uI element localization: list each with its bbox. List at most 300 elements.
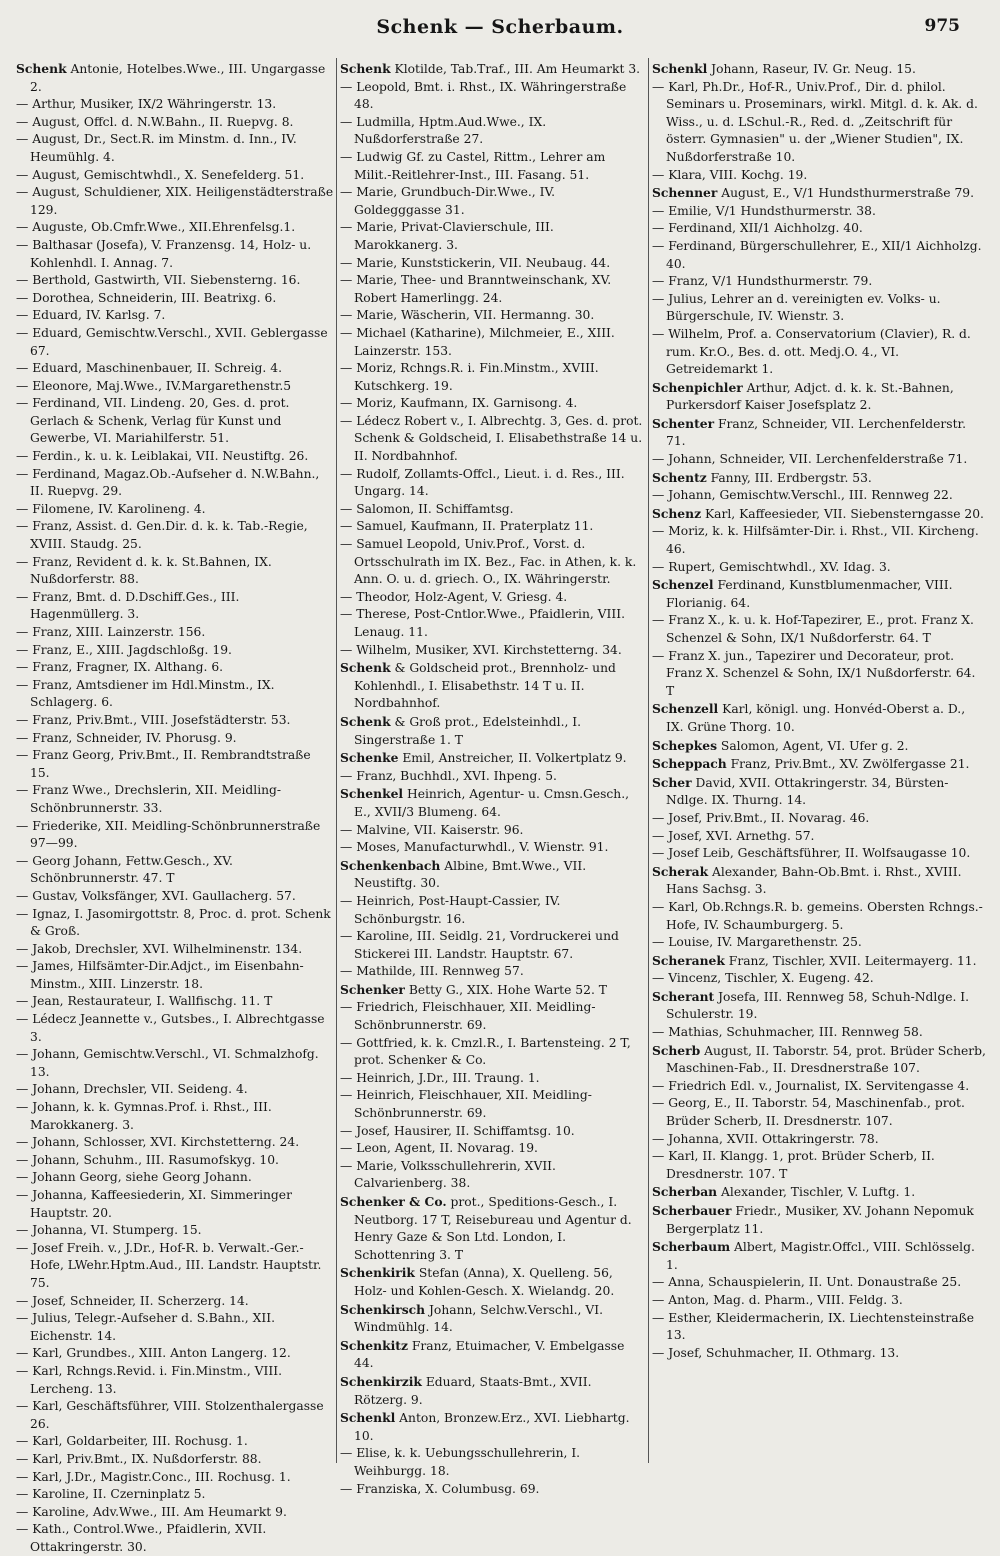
entry-text: — Josef Freih. v., J.Dr., Hof-R. b. Verwalt.-Ger.-Hofe, LWehr.Hptm.Aud., III. Landstr. Hauptstr. 75. (16, 1240, 322, 1290)
entry-surname: Schenke (340, 750, 399, 766)
column-3 (652, 60, 986, 1465)
entry-text: — Johann, Schneider, VII. Lerchenfelderstraße 71. (652, 452, 968, 467)
entry-text: — Karl, II. Klangg. 1, prot. Brüder Scherb, II. Dresdnerstr. 107. T (652, 1149, 935, 1181)
directory-entry (16, 730, 334, 748)
directory-entry (16, 518, 334, 553)
directory-entry (340, 325, 644, 360)
directory-entry (652, 970, 986, 988)
entry-text: — Ferdin., k. u. k. Leiblakai, VII. Neustiftg. 26. (16, 449, 309, 464)
entry-text: — Emilie, V/1 Hundsthurmerstr. 38. (652, 203, 876, 218)
directory-entry (340, 1301, 644, 1337)
entry-text: — Ferdinand, Bürgerschullehrer, E., XII/1 Aichholzg. 40. (652, 238, 982, 271)
entry-text: — Leon, Agent, II. Novarag. 19. (340, 1141, 538, 1156)
entry-text: Fanny, III. Erdbergstr. 53. (706, 470, 872, 485)
directory-entry (340, 255, 644, 273)
directory-entry (340, 1140, 644, 1158)
entry-text: Franz, Tischler, XVII. Leitermayerg. 11. (724, 953, 977, 968)
entry-text: — Josef, Schuhmacher, II. Othmarg. 13. (652, 1345, 900, 1360)
directory-entry (340, 501, 644, 519)
entry-text: — Johann Georg, siehe Georg Johann. (16, 1170, 252, 1185)
entry-surname: Schenzel (652, 577, 714, 593)
entry-text: — Franz, Fragner, IX. Althang. 6. (16, 660, 224, 675)
entry-surname: Schenpichler (652, 379, 743, 395)
directory-entry (652, 167, 986, 185)
directory-entry (340, 928, 644, 963)
entry-text: — Louise, IV. Margarethenstr. 25. (652, 935, 862, 950)
directory-entry (652, 379, 986, 415)
directory-entry (16, 712, 334, 730)
entry-text: — Franz, E., XIII. Jagdschloßg. 19. (16, 642, 232, 657)
entry-text: — Samuel, Kaufmann, II. Praterplatz 11. (340, 519, 594, 534)
directory-entry (16, 906, 334, 941)
entry-surname: Schenker & Co. (340, 1194, 447, 1209)
directory-entry (340, 536, 644, 589)
entry-text: — Moriz, k. k. Hilfsämter-Dir. i. Rhst., VII. Kircheng. 46. (652, 524, 979, 557)
entry-text: — Friederike, XII. Meidling-Schönbrunnerstraße 97—99. (16, 818, 321, 851)
directory-entry (16, 958, 334, 993)
entry-text: Franz, Priv.Bmt., XV. Zwölfergasse 21. (726, 757, 970, 772)
entry-text: — Jakob, Drechsler, XVI. Wilhelminenstr. 134. (16, 941, 303, 956)
directory-entry (652, 1183, 986, 1202)
entry-text: Alexander, Bahn-Ob.Bmt. i. Rhst., XVIII. Hans Sachsg. 3. (666, 864, 962, 897)
entry-text: — Josef, Priv.Bmt., II. Novarag. 46. (652, 810, 870, 825)
directory-entry (340, 307, 644, 325)
entry-text: — Josef Leib, Geschäftsführer, II. Wolfsaugasse 10. (652, 846, 971, 861)
entry-text: — Johanna, Kaffeesiederin, XI. Simmeringer Hauptstr. 20. (16, 1188, 292, 1220)
directory-entry (340, 785, 644, 821)
entry-text: — Franz, Amtsdiener im Hdl.Minstm., IX. Schlagerg. 6. (16, 677, 275, 710)
directory-entry (652, 845, 986, 863)
entry-text: — Rupert, Gemischtwhdl., XV. Idag. 3. (652, 559, 891, 574)
directory-entry (16, 184, 334, 219)
entry-text: — Marie, Wäscherin, VII. Hermanng. 30. (340, 308, 595, 323)
directory-entry (16, 1046, 334, 1081)
entry-text: — Johann, Gemischtw.Verschl., VI. Schmalzhofg. 13. (16, 1047, 319, 1079)
directory-entry (652, 700, 986, 736)
entry-text: — Johann, Gemischtw.Verschl., III. Rennweg 22. (652, 488, 953, 503)
directory-entry (340, 713, 644, 749)
entry-text: — Ferdinand, Magaz.Ob.-Aufseher d. N.W.Bahn., II. Ruepvg. 29. (16, 466, 320, 499)
directory-entry (652, 415, 986, 451)
entry-text: Josefa, III. Rennweg 58, Schuh-Ndlge. I. Schulerstr. 19. (666, 989, 970, 1022)
directory-entry (652, 648, 986, 701)
page-header (0, 8, 1000, 42)
column-divider (648, 58, 649, 1463)
directory-entry (16, 167, 334, 185)
entry-text: — Franz, Schneider, IV. Phorusg. 9. (16, 730, 237, 745)
directory-entry (16, 677, 334, 712)
entry-surname: Scher (652, 774, 692, 790)
entry-surname: Scherant (652, 988, 715, 1004)
directory-entry (340, 1264, 644, 1300)
directory-entry (340, 642, 644, 660)
directory-entry (340, 1481, 644, 1499)
column-2 (340, 60, 644, 1496)
directory-entry (16, 589, 334, 624)
entry-surname: Scheranek (652, 952, 725, 968)
entry-text: — Rudolf, Zollamts-Offcl., Lieut. i. d. Res., III. Ungarg. 14. (340, 466, 625, 499)
entry-text: — Georg, E., II. Taborstr. 54, Maschinenfab., prot. Brüder Scherb, II. Dresdnerstr. 107. (652, 1096, 965, 1129)
entry-text: — Franz, Buchhdl., XVI. Ihpeng. 5. (340, 768, 557, 783)
entry-surname: Schenkenbach (340, 857, 441, 873)
directory-entry (16, 360, 334, 378)
directory-entry (16, 888, 334, 906)
entry-text: — Wilhelm, Prof. a. Conservatorium (Clavier), R. d. rum. Kr.O., Bes. d. ott. Medj.O. 4., VI. Getreidemarkt 1. (652, 326, 971, 377)
entry-surname: Schenk (340, 713, 391, 729)
entry-text: — Franz Wwe., Drechslerin, XII. Meidling-Schönbrunnerstr. 33. (16, 783, 282, 815)
directory-entry (16, 378, 334, 396)
directory-entry (652, 487, 986, 505)
entry-text: — Eduard, Maschinenbauer, II. Schreig. 4. (16, 361, 282, 376)
directory-entry (340, 395, 644, 413)
entry-text: — Anton, Mag. d. Pharm., VIII. Feldg. 3. (652, 1292, 903, 1307)
entry-text: — Franz, Assist. d. Gen.Dir. d. k. k. Tab.-Regie, XVIII. Staudg. 25. (16, 519, 308, 552)
directory-entry (16, 747, 334, 782)
directory-entry (652, 810, 986, 828)
entry-text: — August, Gemischtwhdl., X. Senefelderg. 51. (16, 167, 305, 182)
entry-text: — Salomon, II. Schiffamtsg. (340, 501, 514, 516)
entry-text: Antonie, Hotelbes.Wwe., III. Ungargasse 2. (30, 62, 326, 94)
entry-text: — August, Offcl. d. N.W.Bahn., II. Ruepvg. 8. (16, 114, 294, 129)
directory-entry (16, 272, 334, 290)
directory-entry (16, 782, 334, 817)
entry-text: — Franz, XIII. Lainzerstr. 156. (16, 625, 206, 639)
directory-entry (16, 1293, 334, 1311)
entry-text: David, XVII. Ottakringerstr. 34, Bürsten-Ndlge. IX. Thurng. 14. (666, 775, 949, 808)
entry-text: — Eduard, Gemischtw.Verschl., XVII. Geblergasse 67. (16, 325, 328, 358)
directory-entry (652, 79, 986, 167)
entry-text: — Karl, Rchngs.Revid. i. Fin.Minstm., VIII. Lercheng. 13. (16, 1363, 283, 1396)
entry-text: — August, Dr., Sect.R. im Minstm. d. Inn., IV. Heumühlg. 4. (16, 132, 297, 164)
entry-text: — Arthur, Musiker, IX/2 Währingerstr. 13. (16, 97, 277, 112)
directory-entry (652, 755, 986, 774)
entry-text: — Moriz, Rchngs.R. i. Fin.Minstm., XVIII. Kutschkerg. 19. (340, 361, 599, 393)
entry-text: — Franz, Revident d. k. k. St.Bahnen, IX. Nußdorferstr. 88. (16, 554, 272, 587)
entry-text: — Mathilde, III. Rennweg 57. (340, 964, 524, 979)
entry-text: — Josef, XVI. Arnethg. 57. (652, 828, 815, 843)
directory-entry (16, 290, 334, 308)
directory-entry (340, 1409, 644, 1445)
entry-text: — Karl, J.Dr., Magistr.Conc., III. Rochusg. 1. (16, 1469, 291, 1484)
entry-text: — Kath., Control.Wwe., Pfaidlerin, XVII. Ottakringerstr. 30. (16, 1522, 267, 1554)
entry-text: — Karl, Goldarbeiter, III. Rochusg. 1. (16, 1434, 248, 1449)
directory-entry (16, 307, 334, 325)
entry-surname: Schenk (340, 61, 391, 76)
directory-entry (652, 1292, 986, 1310)
entry-surname: Scherban (652, 1184, 718, 1200)
directory-entry (340, 518, 644, 536)
entry-surname: Schenkirik (340, 1265, 415, 1281)
entry-text: — Mathias, Schuhmacher, III. Rennweg 58. (652, 1025, 923, 1040)
directory-entry (340, 1035, 644, 1070)
directory-entry (16, 941, 334, 959)
entry-text: — Berthold, Gastwirth, VII. Siebensterng. 16. (16, 273, 301, 288)
directory-entry (652, 1095, 986, 1130)
entry-surname: Scherbauer (652, 1203, 732, 1218)
entry-text: — Leopold, Bmt. i. Rhst., IX. Währingerstraße 48. (340, 79, 627, 112)
directory-entry (652, 505, 986, 524)
directory-entry (16, 448, 334, 466)
directory-entry (340, 963, 644, 981)
entry-surname: Schentz (652, 469, 707, 485)
directory-entry (340, 1087, 644, 1122)
entry-surname: Schenkitz (340, 1337, 408, 1353)
entry-text: Heinrich, Agentur- u. Cmsn.Gesch., E., XVII/3 Blumeng. 64. (354, 787, 630, 819)
entry-text: — Ludwig Gf. zu Castel, Rittm., Lehrer am Milit.-Reitlehrer-Inst., III. Fasang. 51. (340, 149, 606, 182)
entry-text: — Therese, Post-Cntlor.Wwe., Pfaidlerin, VIII. Lenaug. 11. (340, 607, 626, 639)
directory-entry (16, 96, 334, 114)
entry-text: — Franz, Bmt. d. D.Dschiff.Ges., III. Hagenmüllerg. 3. (16, 589, 240, 622)
entry-text: — Gustav, Volksfänger, XVI. Gaullacherg. 57. (16, 888, 296, 903)
entry-surname: Schenk (340, 660, 391, 676)
directory-entry (16, 1134, 334, 1152)
entry-text: Albine, Bmt.Wwe., VII. Neustiftg. 30. (354, 858, 587, 891)
entry-text: — Eleonore, Maj.Wwe., IV.Margarethenstr.5 (16, 378, 292, 393)
entry-text: Klotilde, Tab.Traf., III. Am Heumarkt 3. (390, 62, 641, 76)
directory-entry (652, 1310, 986, 1345)
directory-entry (652, 184, 986, 203)
entry-text: Karl, königl. ung. Honvéd-Oberst a. D., IX. Grüne Thorg. 10. (666, 702, 966, 734)
directory-entry (16, 659, 334, 677)
entry-text: — Gottfried, k. k. Cmzl.R., I. Bartensteing. 2 T, prot. Schenker & Co. (340, 1035, 631, 1068)
directory-entry (16, 1486, 334, 1504)
directory-entry (652, 273, 986, 291)
entry-surname: Schenkel (340, 786, 404, 802)
directory-entry (652, 612, 986, 647)
entry-text: — Wilhelm, Musiker, XVI. Kirchstetterng. 34. (340, 642, 622, 657)
entry-surname: Scherbaum (652, 1239, 731, 1255)
entry-surname: Schenkirzik (340, 1373, 422, 1389)
entry-text: Stefan (Anna), X. Quelleng. 56, Holz- und Kohlen-Gesch. X. Wielandg. 20. (354, 1266, 615, 1298)
directory-entry (652, 291, 986, 326)
directory-entry (16, 1169, 334, 1187)
directory-entry (652, 934, 986, 952)
entry-surname: Scherak (652, 863, 709, 879)
entry-text: & Groß prot., Edelsteinhdl., I. Singerstraße 1. T (354, 714, 582, 747)
entry-text: Betty G., XIX. Hohe Warte 52. T (404, 982, 607, 997)
directory-entry (340, 184, 644, 219)
directory-entry (16, 1398, 334, 1433)
entry-text: — Marie, Kunststickerin, VII. Neubaug. 44. (340, 255, 611, 270)
entry-surname: Schenner (652, 185, 718, 201)
entry-text: — Franz X. jun., Tapezirer und Decorateur, prot. Franz X. Schenzel & Sohn, IX/1 Nußdorferstr. 64. T (652, 648, 976, 698)
entry-text: — Karl, Geschäftsführer, VIII. Stolzenthalergasse 26. (16, 1399, 324, 1431)
entry-text: Franz, Schneider, VII. Lerchenfelderstr. 71. (666, 416, 966, 449)
entry-text: — Franziska, X. Columbusg. 69. (340, 1481, 540, 1496)
entry-text: — James, Hilfsämter-Dir.Adjct., im Eisenbahn-Minstm., XIII. Linzerstr. 18. (16, 959, 304, 991)
directory-entry (340, 749, 644, 768)
directory-entry (340, 272, 644, 307)
directory-entry (16, 501, 334, 519)
entry-text: — Julius, Telegr.-Aufseher d. S.Bahn., XII. Eichenstr. 14. (16, 1311, 275, 1343)
directory-entry (16, 1469, 334, 1487)
entry-text: — Ferdinand, XII/1 Aichholzg. 40. (652, 221, 863, 236)
entry-text: — Georg Johann, Fettw.Gesch., XV. Schönbrunnerstr. 47. T (16, 853, 233, 886)
entry-surname: Scherb (652, 1042, 701, 1058)
directory-entry (16, 395, 334, 448)
directory-entry (16, 1222, 334, 1240)
directory-entry (16, 131, 334, 166)
directory-entry (340, 79, 644, 114)
directory-entry (16, 1504, 334, 1522)
entry-text: — Marie, Thee- und Branntweinschank, XV. Robert Hamerlingg. 24. (340, 273, 612, 305)
entry-text: — Klara, VIII. Kochg. 19. (652, 167, 808, 182)
entry-text: — Auguste, Ob.Cmfr.Wwe., XII.Ehrenfelsg.1. (16, 220, 296, 235)
directory-entry (652, 1042, 986, 1078)
entry-text: — Friedrich, Fleischhauer, XII. Meidling-Schönbrunnerstr. 69. (340, 1000, 596, 1033)
directory-entry (340, 1373, 644, 1409)
entry-text: Albert, Magistr.Offcl., VIII. Schlösselg. 1. (666, 1240, 975, 1272)
entry-text: — Vincenz, Tischler, X. Eugeng. 42. (652, 971, 874, 986)
entry-text: — Johann, Schuhm., III. Rasumofskyg. 10. (16, 1152, 279, 1167)
entry-surname: Schenkirsch (340, 1301, 426, 1317)
directory-entry (16, 1451, 334, 1469)
entry-text: Johann, Raseur, IV. Gr. Neug. 15. (707, 62, 916, 76)
directory-entry (652, 774, 986, 810)
entry-text: — Theodor, Holz-Agent, V. Griesg. 4. (340, 589, 568, 604)
entry-text: — Marie, Grundbuch-Dir.Wwe., IV. Goldegggasse 31. (340, 185, 556, 217)
entry-text: — Franz X., k. u. k. Hof-Tapezirer, E., prot. Franz X. Schenzel & Sohn, IX/1 Nußdorferstr. 64. T (652, 613, 974, 645)
entry-text: — Heinrich, Post-Haupt-Cassier, IV. Schönburgstr. 16. (340, 893, 561, 926)
directory-entry (16, 237, 334, 272)
entry-text: — Moses, Manufacturwhdl., V. Wienstr. 91. (340, 840, 609, 855)
entry-text: — Anna, Schauspielerin, II. Unt. Donaustraße 25. (652, 1275, 962, 1290)
entry-text: Salomon, Agent, VI. Ufer g. 2. (717, 738, 909, 753)
entry-text: Johann, Selchw.Verschl., VI. Windmühlg. 14. (354, 1302, 603, 1335)
directory-entry (340, 413, 644, 466)
entry-text: — Karoline, III. Seidlg. 21, Vordruckerei und Stickerei III. Landstr. Hauptstr. 67. (340, 929, 619, 961)
directory-entry (652, 469, 986, 488)
directory-entry (340, 60, 644, 79)
directory-entry (340, 360, 644, 395)
directory-entry (340, 606, 644, 641)
directory-entry (652, 1131, 986, 1149)
entry-text: Arthur, Adjct. d. k. k. St.-Bahnen, Purkersdorf Kaiser Josefsplatz 2. (666, 380, 954, 413)
entry-text: — Ludmilla, Hptm.Aud.Wwe., IX. Nußdorferstraße 27. (340, 114, 547, 147)
entry-text: Franz, Etuimacher, V. Embelgasse 44. (354, 1338, 625, 1371)
entry-text: — Balthasar (Josefa), V. Franzensg. 14, Holz- u. Kohlenhdl. I. Annag. 7. (16, 237, 312, 270)
directory-entry (16, 1081, 334, 1099)
entry-surname: Schenkl (340, 1410, 396, 1426)
directory-entry (16, 1310, 334, 1345)
directory-entry (16, 219, 334, 237)
directory-entry (16, 853, 334, 888)
entry-text: — Lédecz Robert v., I. Albrechtg. 3, Ges. d. prot. Schenk & Goldscheid, I. Elisabethstraße 14 u. II. Nordbahnhof. (340, 413, 643, 464)
running-head: Schenk — Scherbaum. (376, 16, 624, 38)
entry-text: — Karl, Grundbes., XIII. Anton Langerg. 12. (16, 1346, 291, 1361)
directory-entry (652, 899, 986, 934)
column-divider (336, 58, 337, 1463)
directory-entry (340, 1445, 644, 1480)
directory-entry (652, 952, 986, 971)
entry-text: Anton, Bronzew.Erz., XVI. Liebhartg. 10. (354, 1411, 630, 1443)
directory-entry (340, 1070, 644, 1088)
entry-text: August, II. Taborstr. 54, prot. Brüder Scherb, Maschinen-Fab., II. Dresdnerstraße 107. (666, 1043, 986, 1076)
entry-surname: Schenter (652, 415, 715, 431)
entry-text: — Filomene, IV. Karolineng. 4. (16, 501, 206, 516)
directory-entry (340, 1193, 644, 1264)
entry-text: — Elise, k. k. Uebungsschullehrerin, I. Weihburgg. 18. (340, 1446, 581, 1478)
directory-entry (340, 768, 644, 786)
directory-entry (340, 1158, 644, 1193)
entry-surname: Schenzell (652, 701, 719, 717)
directory-entry (652, 1148, 986, 1183)
directory-entry (340, 589, 644, 607)
entry-text: — Esther, Kleidermacherin, IX. Liechtensteinstraße 13. (652, 1310, 975, 1343)
directory-entry (16, 1152, 334, 1170)
directory-entry (340, 822, 644, 840)
directory-entry (340, 1337, 644, 1373)
entry-text: — Karoline, Adv.Wwe., III. Am Heumarkt 9. (16, 1504, 287, 1519)
entry-text: Emil, Anstreicher, II. Volkertplatz 9. (398, 751, 627, 766)
directory-entry (340, 466, 644, 501)
column-1 (16, 60, 334, 1554)
entry-text: — Samuel Leopold, Univ.Prof., Vorst. d. Ortsschulrath im IX. Bez., Fac. in Athen, k. k. Ann. O. u. d. griech. O., IX. Währingerstr. (340, 537, 637, 587)
directory-entry (652, 1274, 986, 1292)
directory-entry (652, 559, 986, 577)
directory-entry (340, 219, 644, 254)
entry-text: Friedr., Musiker, XV. Johann Nepomuk Bergerplatz 11. (666, 1204, 974, 1236)
directory-entry (652, 1345, 986, 1363)
directory-entry (340, 659, 644, 713)
entry-text: — Heinrich, Fleischhauer, XII. Meidling-Schönbrunnerstr. 69. (340, 1088, 592, 1121)
directory-entry (652, 220, 986, 238)
directory-entry (16, 1011, 334, 1046)
directory-entry (16, 1433, 334, 1451)
directory-entry (16, 466, 334, 501)
entry-text: — Dorothea, Schneiderin, III. Beatrixg. 6. (16, 290, 277, 305)
directory-entry (652, 1238, 986, 1274)
directory-entry (340, 999, 644, 1034)
entry-surname: Scheppach (652, 756, 727, 772)
directory-entry (16, 993, 334, 1011)
entry-text: Alexander, Tischler, V. Luftg. 1. (717, 1185, 916, 1200)
directory-entry (16, 60, 334, 96)
entry-text: — Marie, Volksschullehrerin, XVII. Calvarienberg. 38. (340, 1158, 556, 1191)
directory-entry (340, 893, 644, 928)
directory-entry (16, 1187, 334, 1222)
entry-text: & Goldscheid prot., Brennholz- und Kohlenhdl., I. Elisabethstr. 14 T u. II. Nordbahnhof. (354, 661, 616, 711)
entry-text: — Marie, Privat-Clavierschule, III. Marokkanerg. 3. (340, 220, 554, 252)
entry-text: — Julius, Lehrer an d. vereinigten ev. Volks- u. Bürgerschule, IV. Wienstr. 3. (652, 291, 941, 324)
directory-entry (16, 325, 334, 360)
directory-entry (652, 576, 986, 612)
entry-text: — Johanna, VI. Stumperg. 15. (16, 1223, 202, 1238)
directory-entry (16, 1099, 334, 1134)
entry-text: — Friedrich Edl. v., Journalist, IX. Servitengasse 4. (652, 1078, 970, 1093)
directory-entry (340, 981, 644, 1000)
directory-entry (340, 857, 644, 893)
directory-entry (16, 818, 334, 853)
entry-text: — Ferdinand, VII. Lindeng. 20, Ges. d. prot. Gerlach & Schenk, Verlag für Kunst und Gewerbe, VI. Mariahilferstr. 51. (16, 396, 290, 446)
entry-text: August, E., V/1 Hundsthurmerstraße 79. (717, 186, 974, 201)
entry-text: — Karl, Priv.Bmt., IX. Nußdorferstr. 88. (16, 1451, 262, 1466)
entry-text: — Johann, Drechsler, VII. Seideng. 4. (16, 1082, 248, 1097)
entry-text: — Franz Georg, Priv.Bmt., II. Rembrandtstraße 15. (16, 748, 311, 780)
entry-surname: Schepkes (652, 737, 717, 753)
entry-surname: Schenker (340, 981, 405, 997)
directory-entry (340, 149, 644, 184)
directory-entry (16, 114, 334, 132)
entry-text: — Karoline, II. Czerninplatz 5. (16, 1487, 206, 1502)
directory-entry (652, 1024, 986, 1042)
directory-entry (652, 1078, 986, 1096)
entry-text: — Johann, k. k. Gymnas.Prof. i. Rhst., III. Marokkanerg. 3. (16, 1100, 272, 1132)
directory-entry (340, 839, 644, 857)
directory-entry (652, 828, 986, 846)
directory-entry (652, 737, 986, 756)
entry-surname: Schenk (16, 61, 67, 76)
